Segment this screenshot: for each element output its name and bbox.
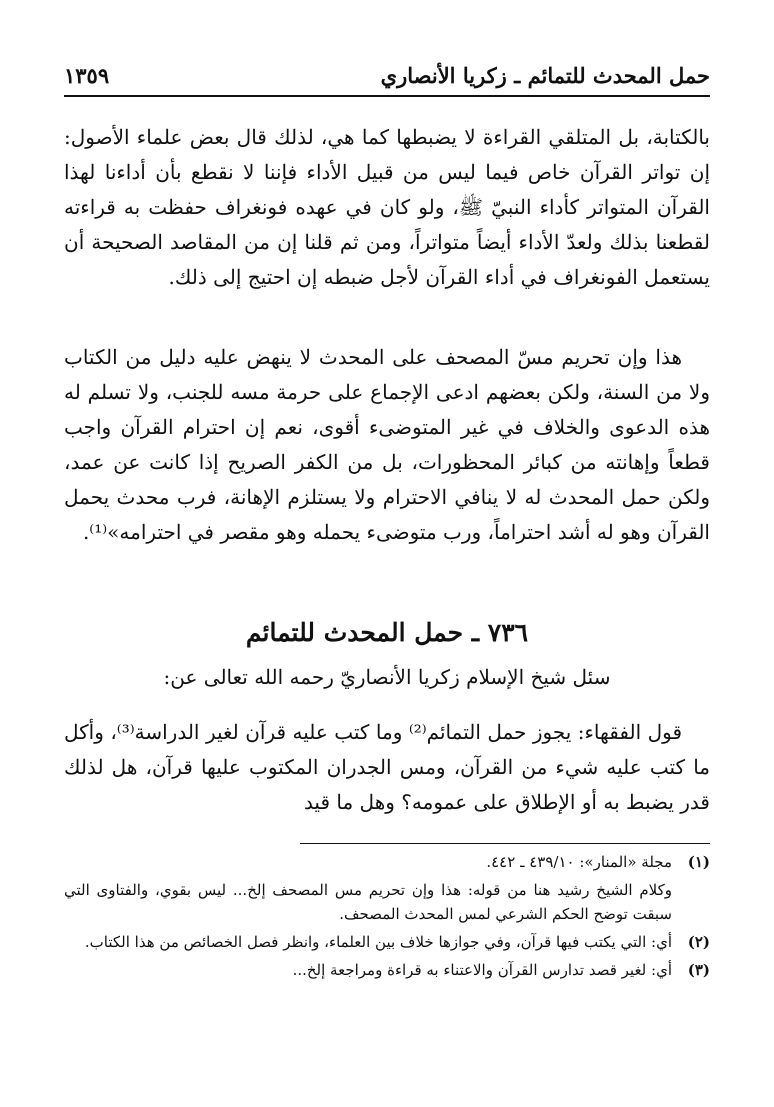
question-paragraph (64, 715, 710, 820)
page-header (64, 58, 710, 92)
footnote-text: أي: لغير قصد تدارس القرآن والاعتناء به قراءة ومراجعة إلخ... (292, 961, 672, 979)
section-heading: ٧٣٦ ـ حمل المحدث للتمائم (245, 618, 529, 647)
footnote-text: مجلة «المنار»: ٤٣٩/١٠ ـ ٤٤٢. (486, 853, 672, 871)
footnote (64, 958, 710, 982)
body-paragraph-1 (64, 120, 710, 295)
footnotes (64, 850, 710, 986)
section-intro: سئل شيخ الإسلام زكريا الأنصاريّ رحمه الله تعالى عن: (163, 665, 611, 689)
footnote-number: (٢) (687, 933, 710, 951)
footnote (64, 850, 710, 874)
header-divider (64, 95, 710, 97)
footnote-number: (٣) (687, 961, 710, 979)
paragraph-text: هذا وإن تحريم مسّ المصحف على المحدث لا ينهض عليه دليل من الكتاب ولا من السنة، ولكن بعضهم ادعى الإجماع على حرمة مسه للجنب، ولا تسلم له هذه الدعوى والخلاف في غير المتوضىء أقوى، نعم إن احترام القرآن واجب قطعاً وإهانته من كبائر المحظورات، بل من الكفر الصريح إذا كانت عن عمد، ولكن حمل المحدث له لا ينافي الاحترام ولا يستلزم الإهانة، فرب محدث يحمل القرآن وهو له أشد احتراماً، ورب متوضىء يحمله وهو مقصر في احترامه»⁽¹⁾. (64, 345, 710, 544)
paragraph-text: بالكتابة، بل المتلقي القراءة لا يضبطها كما هي، لذلك قال بعض علماء الأصول: إن تواتر القرآن خاص فيما ليس من قبيل الأداء فإننا لا نقطع بأن أداءنا لهذا القرآن المتواتر كأداء النبيّ ﷺ، ولو كان في عهده فونغراف حفظت به قراءته لقطعنا بذلك ولعدّ الأداء أيضاً متواتراً، ومن ثم قلنا إن من المقاصد الصحيحة أن يستعمل الفونغراف في أداء القرآن لأجل ضبطه إن احتيج إلى ذلك. (64, 125, 710, 289)
footnote-text: أي: التي يكتب فيها قرآن، وفي جوازها خلاف بين العلماء، وانظر فصل الخصائص من هذا الكتاب. (84, 933, 672, 951)
footnote-divider (300, 843, 710, 844)
running-title: حمل المحدث للتمائم ـ زكريا الأنصاري (380, 62, 710, 88)
page-number: ١٣٥٩ (64, 62, 110, 88)
footnote-number: (١) (687, 853, 710, 871)
footnote-continuation: وكلام الشيخ رشيد هنا من قوله: هذا وإن تحريم مس المصحف إلخ... ليس بقوي، والفتاوى التي سبقت توضح الحكم الشرعي لمس المحدث المصحف. (64, 881, 672, 923)
footnote (64, 930, 710, 954)
body-paragraph-2 (64, 340, 710, 550)
paragraph-text: قول الفقهاء: يجوز حمل التمائم⁽²⁾ وما كتب عليه قرآن لغير الدراسة⁽³⁾، وأكل ما كتب عليه شيء من القرآن، ومس الجدران المكتوب عليها قرآن، هل لذلك قدر يضبط به أو الإطلاق على عمومه؟ وهل ما قيد (64, 720, 710, 814)
